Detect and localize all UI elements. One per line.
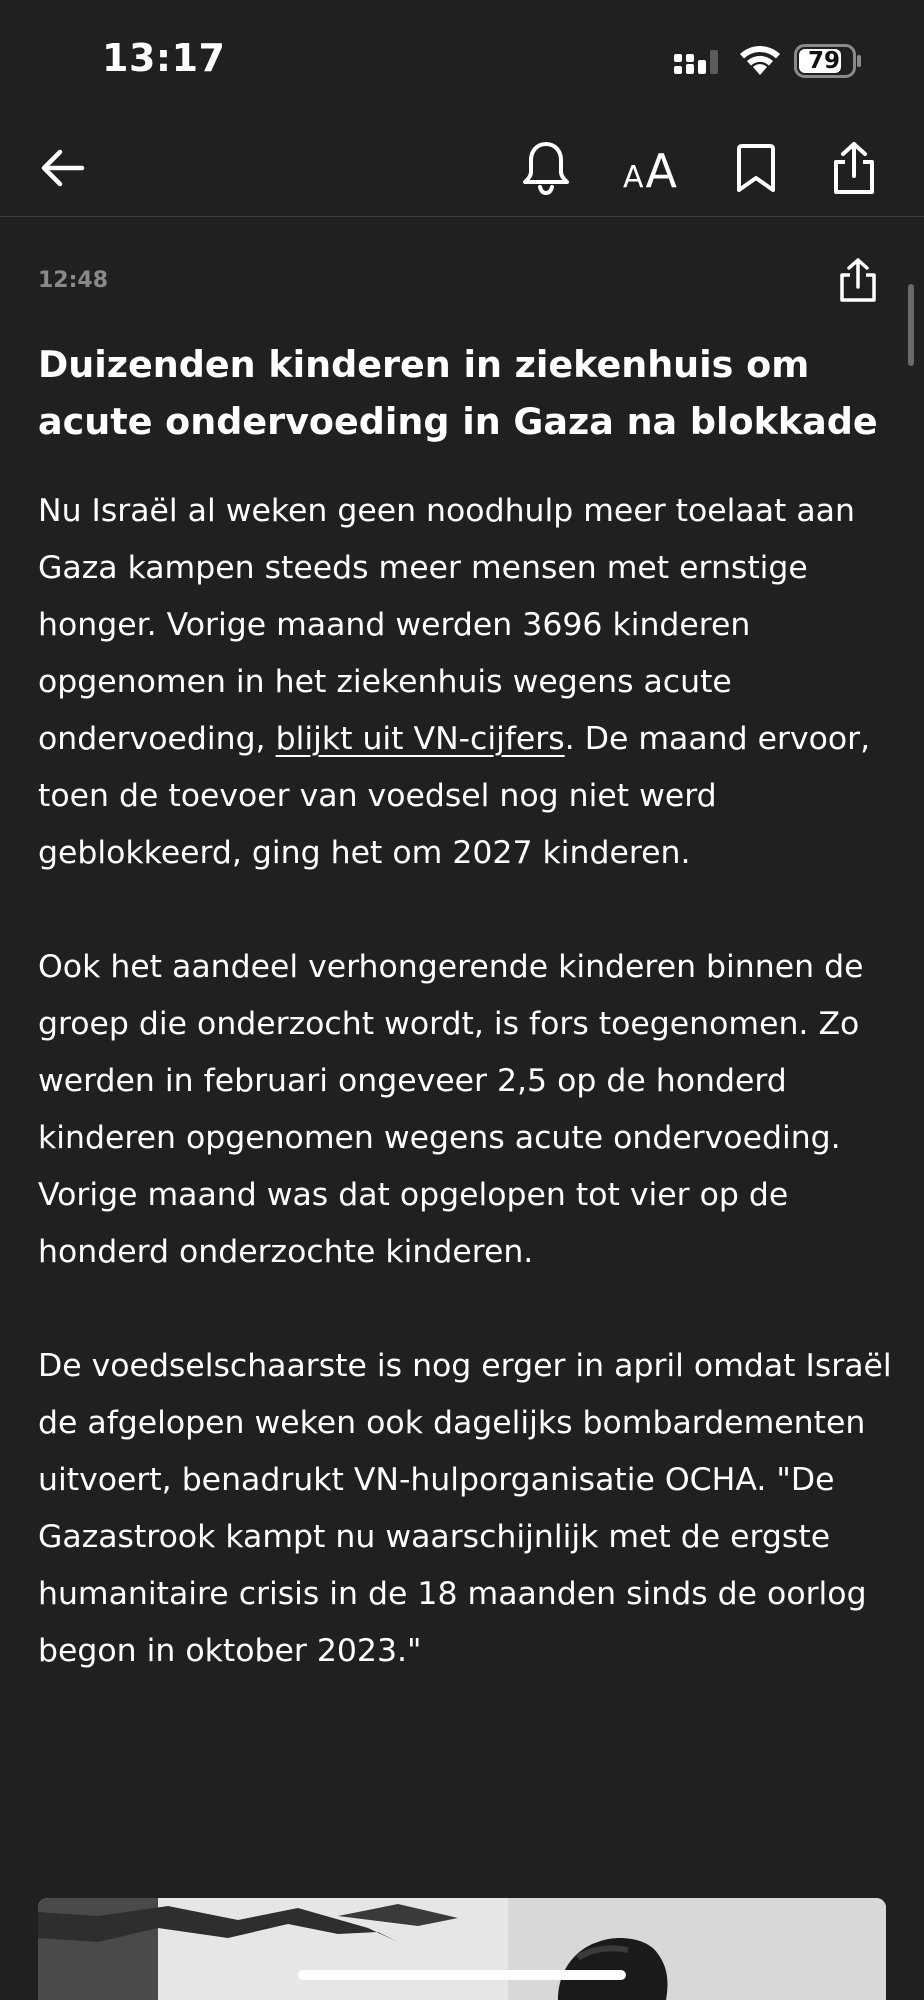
share-button[interactable]	[824, 138, 884, 198]
status-time: 13:17	[102, 36, 226, 80]
article-timestamp: 12:48	[38, 268, 109, 293]
battery-level: 79	[807, 48, 840, 74]
wifi-icon	[738, 44, 782, 78]
status-bar	[0, 0, 924, 120]
font-size-button[interactable]	[620, 138, 680, 198]
share-icon	[836, 256, 880, 304]
share-icon	[828, 140, 880, 196]
paragraph-text: Nu Israël al weken geen noodhulp meer toelaat aan Gaza kampen steeds meer mensen met ernstige honger. Vorige maand werden 3696 kinderen opgenomen in het ziekenhuis wegens acute ondervoeding,	[38, 493, 855, 757]
paragraph-text: . De maand ervoor, toen de toevoer van voedsel nog niet werd geblokkeerd, ging het om 2027 kinderen.	[38, 721, 871, 871]
font-size-large-glyph: A	[645, 144, 677, 198]
vn-figures-link[interactable]: blijkt uit VN-cijfers	[275, 721, 565, 757]
article-photo[interactable]	[38, 1898, 886, 2000]
article-share-button[interactable]	[830, 252, 886, 308]
article-body	[38, 483, 898, 1737]
bell-icon	[520, 140, 572, 196]
font-size-icon	[623, 143, 677, 198]
font-size-small-glyph: A	[623, 160, 644, 195]
home-indicator[interactable]	[298, 1970, 626, 1980]
bookmark-button[interactable]	[726, 138, 786, 198]
signal-icon	[672, 48, 720, 78]
scroll-indicator[interactable]	[908, 284, 914, 366]
bookmark-icon	[734, 142, 778, 194]
article-paragraph: De voedselschaarste is nog erger in april omdat Israël de afgelopen weken ook dagelijks bombardementen uitvoert, benadrukt VN-hulporganisatie OCHA. "De Gazastrook kampt nu waarschijnlijk met de ergste humanitaire crisis in de 18 maanden sinds de oorlog begon in oktober 2023."	[38, 1348, 892, 1669]
notifications-button[interactable]	[516, 138, 576, 198]
article-paragraph: Ook het aandeel verhongerende kinderen binnen de groep die onderzocht wordt, is fors toegenomen. Zo werden in februari ongeveer 2,5 op de honderd kinderen opgenomen wegens acute ondervoeding. Vorige maand was dat opgelopen tot vier op de honderd onderzochte kinderen.	[38, 949, 864, 1270]
arrow-left-icon	[38, 144, 86, 192]
article-paragraph	[38, 483, 898, 882]
back-button[interactable]	[32, 138, 92, 198]
photo-content	[38, 1898, 886, 2000]
article-toolbar	[0, 120, 924, 217]
article-title: Duizenden kinderen in ziekenhuis om acute ondervoeding in Gaza na blokkade	[38, 343, 878, 443]
